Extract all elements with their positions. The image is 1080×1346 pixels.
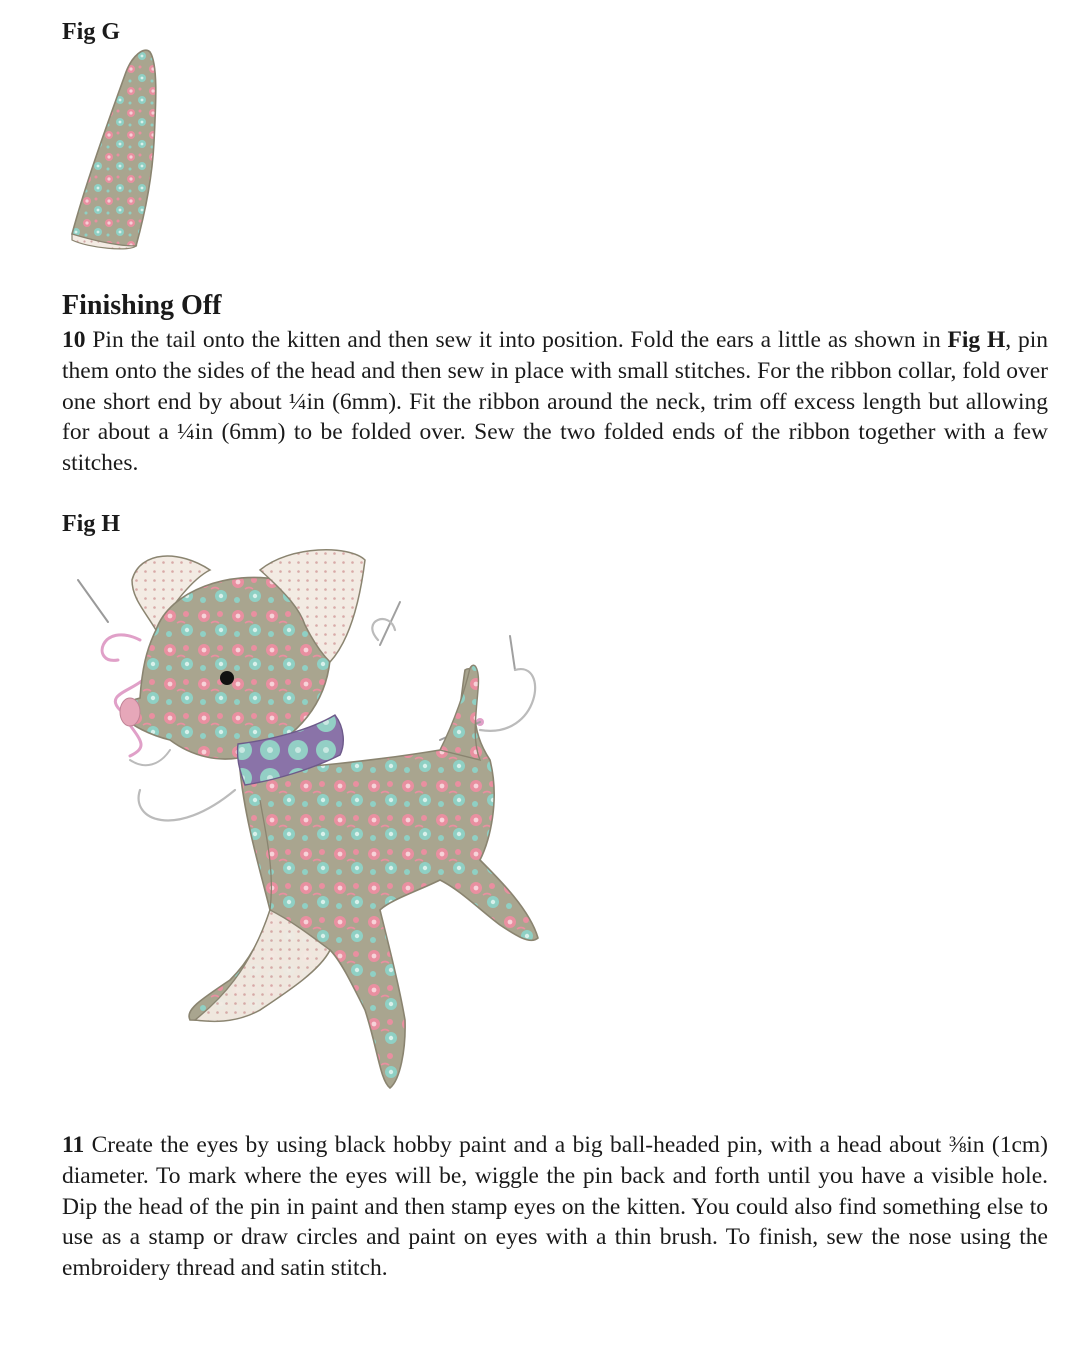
kitten-eye [220,671,234,685]
tail-illustration [60,42,170,252]
tail-shape [72,50,156,249]
fig-h-label: Fig H [62,511,120,537]
step-10-paragraph [62,325,1048,479]
kitten-illustration [60,540,560,1110]
step-text: , pin them onto the sides of the head and then sew in place with small stitches. For the ribbon collar, fold over one short end by about ¼in (6mm). Fit the ribbon around the neck, trim off excess length but allowing for about a ¼in (6mm) to be folded over. Sew the two folded ends of the ribbon together with a few stitches. [62,327,1049,477]
step-number: 10 [62,327,86,353]
step-number: 11 [62,1132,85,1158]
section-heading: Finishing Off [62,290,222,321]
kitten-tail [440,665,480,760]
kitten-nose [120,698,140,726]
step-11-paragraph [62,1130,1048,1284]
fig-g-label: Fig G [62,19,120,45]
figure-reference: Fig H [947,327,1006,353]
step-text: Pin the tail onto the kitten and then sew it into position. Fold the ears a little as shown in [92,327,948,353]
step-text: Create the eyes by using black hobby paint and a big ball-headed pin, with a head about ⅜in (1cm) diameter. To mark where the eyes will be, wiggle the pin back and forth until you have a visible hole. Dip the head of the pin in paint and then stamp eyes on the kitten. You could also find something else to use as a stamp or draw circles and paint on eyes with a thin brush. To finish, sew the nose using the embroidery thread and satin stitch. [62,1132,1048,1282]
